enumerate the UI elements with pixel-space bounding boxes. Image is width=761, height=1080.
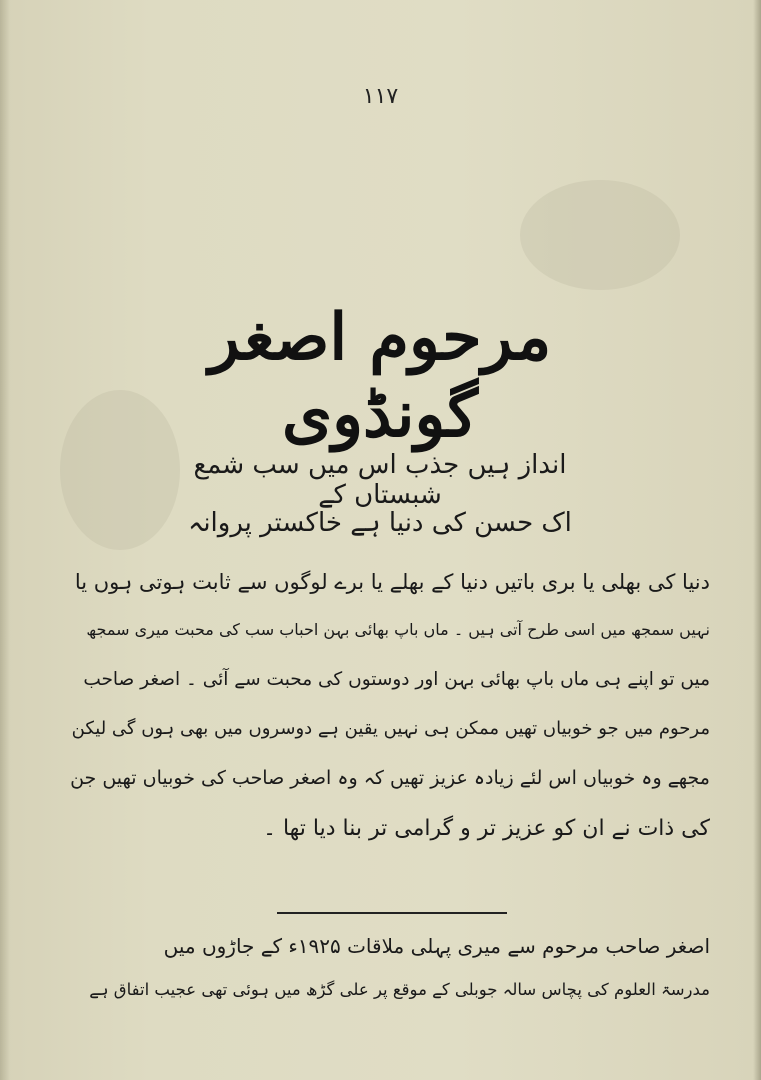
footer-line: مدرسۃ العلوم کی پچاس سالہ جوبلی کے موقع پر علی گڑھ میں ہوئی تھی عجیب اتفاق ہے	[89, 980, 710, 999]
verse-line: انداز ہیں جذب اس میں سب شمع شبستاں کے	[193, 450, 567, 510]
paper-stain	[520, 180, 680, 290]
paragraph-line: مجھے وہ خوبیاں اس لئے زیادہ عزیز تھیں کہ وہ اصغر صاحب کی خوبیاں تھیں جن	[70, 767, 710, 789]
paragraph-line: کی ذات نے ان کو عزیز تر و گرامی تر بنا دیا تھا ۔	[263, 816, 710, 841]
page-number: ۱۱۷	[362, 84, 399, 109]
paragraph-line: مرحوم میں جو خوبیاں تھیں ممکن ہی نہیں یقین ہے دوسروں میں بھی ہوں گی لیکن	[71, 718, 710, 739]
verse-line: اک حسن کی دنیا ہے خاکستر پروانہ	[188, 508, 572, 538]
chapter-title: مرحوم اصغر گونڈوی	[208, 300, 552, 452]
paragraph-line: دنیا کی بھلی یا بری باتیں دنیا کے بھلے یا برے لوگوں سے ثابت ہوتی ہوں یا	[74, 570, 710, 594]
section-divider	[277, 912, 507, 914]
paragraph-line: نہیں سمجھ میں اسی طرح آتی ہیں ۔ ماں باپ بھائی بہن احباب سب کی محبت میری سمجھ	[86, 620, 710, 639]
page-edge-right	[753, 0, 761, 1080]
paragraph-line: میں تو اپنے ہی ماں باپ بھائی بہن اور دوستوں کی محبت سے آئی ۔ اصغر صاحب	[83, 669, 710, 690]
footer-line: اصغر صاحب مرحوم سے میری پہلی ملاقات ۱۹۲۵ء کے جاڑوں میں	[163, 934, 710, 958]
page-edge-left	[0, 0, 10, 1080]
